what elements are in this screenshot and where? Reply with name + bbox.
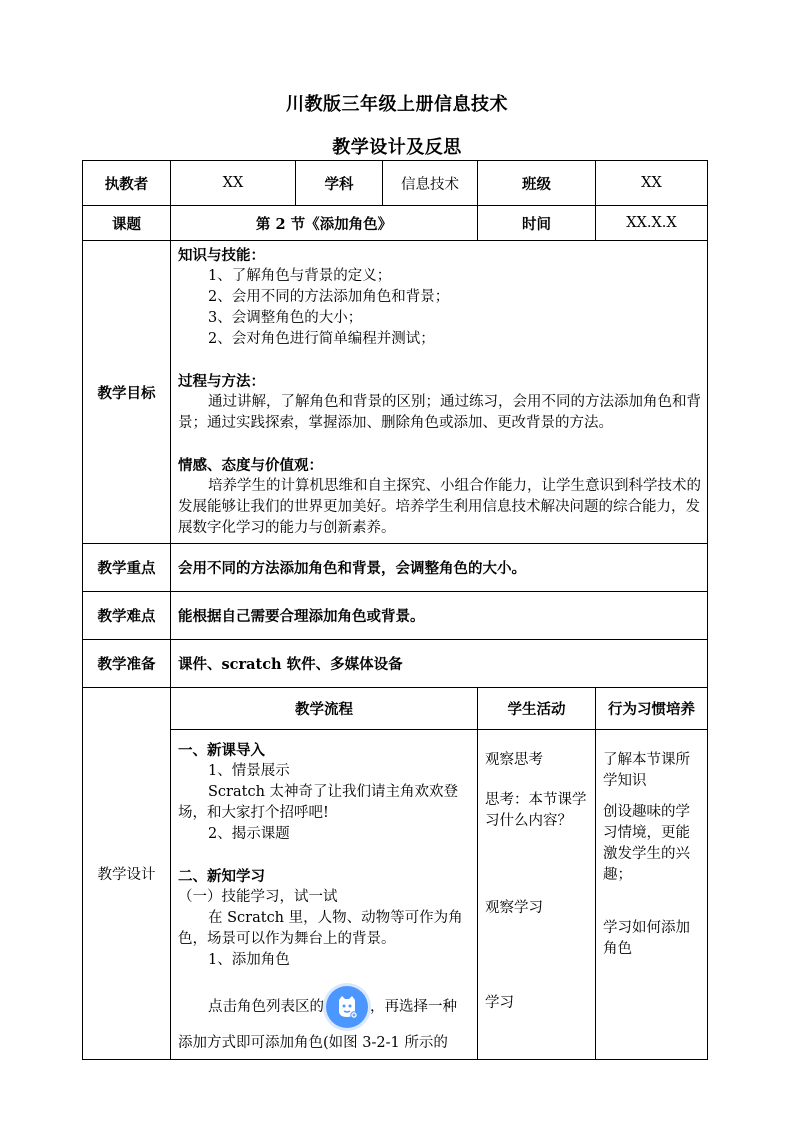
col-activity-header: 学生活动 xyxy=(478,688,596,730)
emotion-text: 培养学生的计算机思维和自主探究、小组合作能力，让学生意识到科学技术的发展能够让我们的世界更加美好。培养学生利用信息技术解决问题的综合能力，发展数字化学习的能力与创新素养。 xyxy=(178,478,701,536)
knowledge-item: 2、会对角色进行简单编程并测试； xyxy=(208,331,435,347)
time-value: XX.X.X xyxy=(596,206,708,241)
habit-item: 了解本节课所学知识 xyxy=(603,752,690,789)
click-instruction xyxy=(178,983,471,1031)
habit-cultivation xyxy=(596,730,708,1060)
key-points-text: 会用不同的方法添加角色和背景，会调整角色的大小。 xyxy=(171,544,708,592)
activity-item: 思考：本节课学习什么内容？ xyxy=(485,792,587,829)
document-title: 川教版三年级上册信息技术 xyxy=(286,94,508,115)
teaching-flow xyxy=(171,730,478,1060)
difficulties-row xyxy=(83,592,708,640)
info-row-1 xyxy=(83,161,708,206)
class-value: XX xyxy=(596,161,708,206)
habit-item: 学习如何添加角色 xyxy=(603,920,690,957)
flow-item: 1、添加角色 xyxy=(208,952,290,968)
document-subtitle: 教学设计及反思 xyxy=(332,137,462,158)
activity-item: 观察学习 xyxy=(485,900,543,916)
flow-item: 2、揭示课题 xyxy=(208,826,290,842)
subject-label: 学科 xyxy=(296,161,383,206)
objectives-row xyxy=(83,241,708,544)
key-points-row xyxy=(83,544,708,592)
info-row-2 xyxy=(83,206,708,241)
flow-last-line: 添加方式即可添加角色(如图 3-2-1 所示的 xyxy=(178,1035,448,1051)
topic-label: 课题 xyxy=(83,206,171,241)
flow-paragraph: Scratch 太神奇了让我们请主角欢欢登场，和大家打个招呼吧! xyxy=(178,784,459,821)
class-label: 班级 xyxy=(478,161,596,206)
activity-item: 学习 xyxy=(485,995,514,1011)
preparation-label: 教学准备 xyxy=(83,640,171,688)
difficulties-label: 教学难点 xyxy=(83,592,171,640)
emotion-heading: 情感、态度与价值观： xyxy=(178,457,323,474)
flow-item: 1、情景展示 xyxy=(208,763,290,779)
habit-item: 创设趣味的学习情境，更能激发学生的兴趣； xyxy=(603,804,690,883)
design-label: 教学设计 xyxy=(83,688,171,1060)
process-heading: 过程与方法： xyxy=(178,373,265,390)
subject-value: 信息技术 xyxy=(383,161,478,206)
click-text-after: ，再选择一种 xyxy=(370,999,457,1015)
student-activities xyxy=(478,730,596,1060)
knowledge-item: 2、会用不同的方法添加角色和背景； xyxy=(208,289,450,305)
preparation-row xyxy=(83,640,708,688)
section-2-heading: 二、新知学习 xyxy=(178,868,265,885)
knowledge-heading: 知识与技能： xyxy=(178,247,265,264)
design-content-row xyxy=(83,730,708,1060)
preparation-text: 课件、scratch 软件、多媒体设备 xyxy=(171,640,708,688)
choose-sprite-icon xyxy=(326,986,368,1028)
time-label: 时间 xyxy=(478,206,596,241)
key-points-label: 教学重点 xyxy=(83,544,171,592)
knowledge-item: 3、会调整角色的大小； xyxy=(208,310,363,326)
flow-paragraph: 在 Scratch 里，人物、动物等可作为角色，场景可以作为舞台上的背景。 xyxy=(178,910,463,947)
activity-item: 观察思考 xyxy=(485,752,543,768)
knowledge-item: 1、了解角色与背景的定义； xyxy=(208,268,392,284)
click-text-before: 点击角色列表区的 xyxy=(208,999,324,1015)
section-2-subheading: （一）技能学习，试一试 xyxy=(178,889,338,905)
lesson-plan-table xyxy=(82,160,708,1060)
objectives-label: 教学目标 xyxy=(83,241,171,544)
section-1-heading: 一、新课导入 xyxy=(178,742,265,759)
teacher-value: XX xyxy=(171,161,296,206)
design-header-row xyxy=(83,688,708,730)
difficulties-text: 能根据自己需要合理添加角色或背景。 xyxy=(171,592,708,640)
teacher-label: 执教者 xyxy=(83,161,171,206)
process-text: 通过讲解，了解角色和背景的区别；通过练习，会用不同的方法添加角色和背景；通过实践探索，掌握添加、删除角色或添加、更改背景的方法。 xyxy=(178,394,701,431)
topic-value: 第 2 节《添加角色》 xyxy=(171,206,478,241)
objectives-content xyxy=(171,241,708,544)
col-flow-header: 教学流程 xyxy=(171,688,478,730)
col-habit-header: 行为习惯培养 xyxy=(596,688,708,730)
